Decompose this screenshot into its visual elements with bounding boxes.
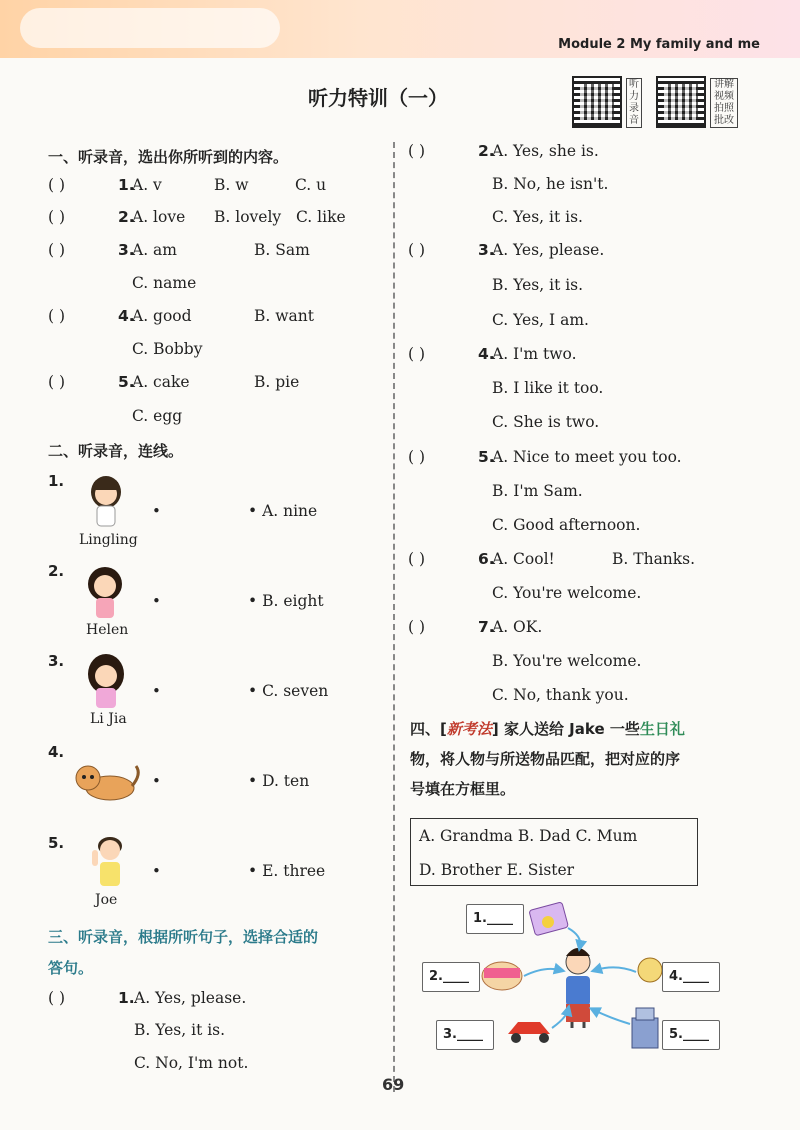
part3-item-5: ( ) 5. bbox=[408, 448, 495, 466]
answer-box-2[interactable]: 2.____ bbox=[422, 962, 480, 992]
new-method-tag: 新考法 bbox=[446, 720, 492, 738]
part2-heading: 二、听录音，连线。 bbox=[48, 442, 184, 460]
family-choices-box bbox=[410, 818, 698, 886]
option-b: B. Thanks. bbox=[612, 550, 696, 568]
match-dot[interactable]: • bbox=[152, 592, 161, 610]
option-a: A. v bbox=[132, 176, 162, 194]
answer-box-4[interactable]: 4.____ bbox=[662, 962, 720, 992]
item-number: 4. bbox=[48, 743, 65, 761]
answer-box-5[interactable]: 5.____ bbox=[662, 1020, 720, 1050]
option-b: B. want bbox=[254, 307, 314, 325]
option-c: C. No, thank you. bbox=[492, 686, 629, 704]
option-b: B. I'm Sam. bbox=[492, 482, 583, 500]
option-c: C. Bobby bbox=[132, 340, 203, 358]
answer-blank[interactable]: ( ) bbox=[408, 618, 426, 636]
part3-heading-line1: 三、听录音，根据所听句子，选择合适的 bbox=[48, 928, 319, 946]
answer-box-1[interactable]: 1.____ bbox=[466, 904, 524, 934]
answer-blank[interactable]: ( ) bbox=[48, 989, 66, 1007]
person-name: Joe bbox=[95, 892, 118, 908]
header-decoration bbox=[20, 8, 280, 48]
part3-item-3: ( ) 3. bbox=[408, 241, 495, 259]
answer-blank[interactable]: ( ) bbox=[408, 142, 426, 160]
option-b: B. Yes, it is. bbox=[134, 1021, 226, 1039]
part1-item-1: ( ) 1. bbox=[48, 176, 135, 194]
part3-item-7: ( ) 7. bbox=[408, 618, 495, 636]
option-a: A. I'm two. bbox=[492, 345, 577, 363]
answer-blank[interactable]: ( ) bbox=[48, 176, 66, 194]
match-option[interactable]: • E. three bbox=[248, 862, 326, 880]
option-b: B. No, he isn't. bbox=[492, 175, 609, 193]
option-c: C. Yes, I am. bbox=[492, 311, 589, 329]
option-c: C. name bbox=[132, 274, 197, 292]
choices-row-1: A. Grandma B. Dad C. Mum bbox=[419, 827, 638, 845]
option-a: A. OK. bbox=[492, 618, 543, 636]
match-dot[interactable]: • bbox=[152, 682, 161, 700]
option-a: A. Yes, she is. bbox=[492, 142, 599, 160]
answer-blank[interactable]: ( ) bbox=[48, 208, 66, 226]
part3-item-6: ( ) 6. bbox=[408, 550, 495, 568]
option-a: A. good bbox=[132, 307, 192, 325]
qr-label-video: 讲解视频拍照批改 bbox=[710, 78, 738, 128]
answer-blank[interactable]: ( ) bbox=[408, 448, 426, 466]
part1-item-5: ( ) 5. bbox=[48, 373, 135, 391]
person-name: Helen bbox=[86, 622, 129, 638]
answer-blank[interactable]: ( ) bbox=[48, 307, 66, 325]
item-number: 5. bbox=[48, 834, 65, 852]
part3-item-4: ( ) 4. bbox=[408, 345, 495, 363]
part1-item-3: ( ) 3. bbox=[48, 241, 135, 259]
option-a: A. love bbox=[132, 208, 186, 226]
option-a: A. am bbox=[132, 241, 177, 259]
option-a: A. Yes, please. bbox=[134, 989, 247, 1007]
match-option[interactable]: • D. ten bbox=[248, 772, 310, 790]
match-option[interactable]: • C. seven bbox=[248, 682, 329, 700]
option-a: A. Nice to meet you too. bbox=[492, 448, 682, 466]
person-name: Lingling bbox=[79, 532, 138, 548]
boy-joe-icon bbox=[88, 832, 132, 892]
option-a: A. Cool! bbox=[492, 550, 555, 568]
option-c: C. No, I'm not. bbox=[134, 1054, 249, 1072]
option-c: C. egg bbox=[132, 407, 183, 425]
part1-item-4: ( ) 4. bbox=[48, 307, 135, 325]
option-b: B. You're welcome. bbox=[492, 652, 642, 670]
qr-code-listening[interactable] bbox=[572, 76, 622, 128]
cat-icon bbox=[72, 760, 142, 806]
option-c: C. She is two. bbox=[492, 413, 600, 431]
module-label: Module 2 My family and me bbox=[558, 37, 760, 52]
option-c: C. Good afternoon. bbox=[492, 516, 641, 534]
option-b: B. w bbox=[214, 176, 249, 194]
answer-blank[interactable]: ( ) bbox=[408, 345, 426, 363]
option-b: B. I like it too. bbox=[492, 379, 604, 397]
option-a: A. Yes, please. bbox=[492, 241, 605, 259]
part1-item-2: ( ) 2. bbox=[48, 208, 135, 226]
option-b: B. lovely bbox=[214, 208, 282, 226]
choices-row-2: D. Brother E. Sister bbox=[419, 861, 575, 879]
option-c: C. like bbox=[296, 208, 346, 226]
option-a: A. cake bbox=[132, 373, 190, 391]
match-dot[interactable]: • bbox=[152, 502, 161, 520]
option-b: B. Yes, it is. bbox=[492, 276, 584, 294]
part4-heading: 四、[新考法] 家人送给 Jake 一些生日礼 物，将人物与所送物品匹配，把对应的序 号填在方框里。 bbox=[410, 720, 685, 798]
match-dot[interactable]: • bbox=[152, 772, 161, 790]
item-number: 1. bbox=[48, 472, 65, 490]
answer-blank[interactable]: ( ) bbox=[408, 241, 426, 259]
girl-helen-icon bbox=[84, 564, 126, 622]
part1-heading: 一、听录音，选出你所听到的内容。 bbox=[48, 148, 289, 166]
item-number: 2. bbox=[48, 562, 65, 580]
option-c: C. Yes, it is. bbox=[492, 208, 583, 226]
match-option[interactable]: • A. nine bbox=[248, 502, 318, 520]
option-c: C. You're welcome. bbox=[492, 584, 642, 602]
girl-lingling-icon bbox=[86, 474, 126, 530]
part3-item-1: ( ) 1. bbox=[48, 989, 135, 1007]
page-number: 69 bbox=[382, 1075, 405, 1094]
answer-blank[interactable]: ( ) bbox=[408, 550, 426, 568]
option-b: B. Sam bbox=[254, 241, 310, 259]
answer-blank[interactable]: ( ) bbox=[48, 373, 66, 391]
answer-box-3[interactable]: 3.____ bbox=[436, 1020, 494, 1050]
person-name: Li Jia bbox=[90, 711, 127, 727]
qr-code-video[interactable] bbox=[656, 76, 706, 128]
part3-heading-line2: 答句。 bbox=[48, 959, 94, 977]
answer-blank[interactable]: ( ) bbox=[48, 241, 66, 259]
girl-lijia-icon bbox=[84, 652, 128, 712]
qr-label-listening: 听力录音 bbox=[626, 78, 642, 128]
match-dot[interactable]: • bbox=[152, 862, 161, 880]
page-title: 听力特训（一） bbox=[308, 86, 448, 110]
column-divider bbox=[393, 142, 395, 1092]
option-c: C. u bbox=[295, 176, 327, 194]
option-b: B. pie bbox=[254, 373, 300, 391]
part3-item-2: ( ) 2. bbox=[408, 142, 495, 160]
match-option[interactable]: • B. eight bbox=[248, 592, 324, 610]
item-number: 3. bbox=[48, 652, 65, 670]
